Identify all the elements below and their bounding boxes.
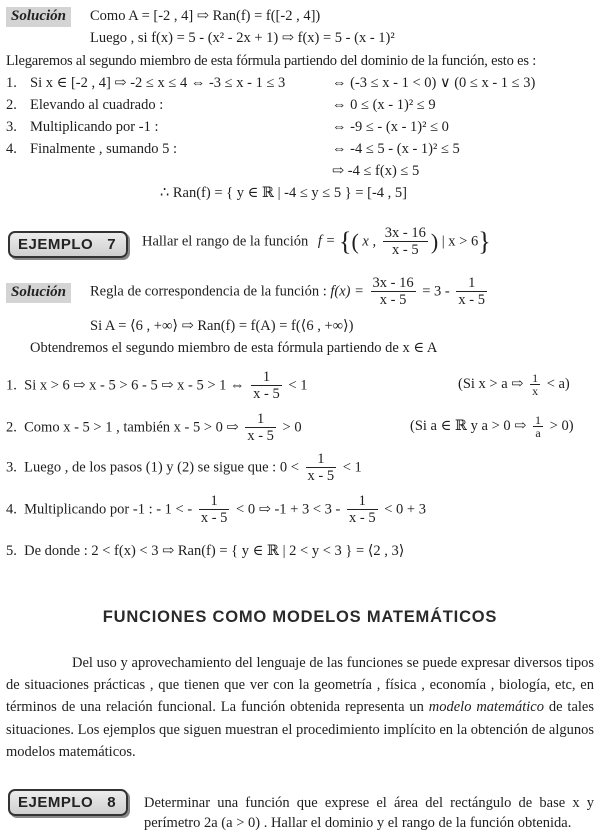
ejemplo-label: EJEMPLO bbox=[18, 794, 94, 811]
range-conclusion: ∴ Ran(f) = { y ∈ ℝ | -4 ≤ y ≤ 5 } = [-4 , 5] bbox=[160, 185, 408, 201]
f-equals: f = bbox=[317, 233, 336, 250]
step-4-number: 4. bbox=[6, 141, 17, 157]
ejemplo-7-statement bbox=[142, 226, 491, 258]
solucion-label: Solución bbox=[6, 7, 71, 27]
solution-line-2 bbox=[90, 30, 395, 47]
step-3-text: Multiplicando por -1 : bbox=[30, 119, 159, 135]
ej7-step-3: 3. Luego , de los pasos (1) y (2) se sigue que : 0 < $\frac{1}{x - 5}$ < 1 bbox=[6, 451, 362, 484]
ej7-step-4: 4. Multiplicando por -1 : - 1 < - $\frac{1}{x - 5}$ < 0 ⇨ -1 + 3 < 3 - $\frac{1}{x - 5}$ < 0 + 3 bbox=[6, 493, 426, 526]
domain-line: Si A = ⟨6 , +∞⟩ ⇨ Ran(f) = f(A) = f(⟨6 , +∞⟩) bbox=[90, 318, 354, 334]
ej7-step-1: 1. Si x > 6 ⇨ x - 5 > 6 - 5 ⇨ x - 5 > 1 ⇔ $\frac{1}{x - 5}$ < 1 bbox=[6, 369, 308, 402]
step-4-result: ⇔ -4 ≤ 5 - (x - 1)² ≤ 5 bbox=[332, 141, 460, 157]
ejemplo-label: EJEMPLO bbox=[18, 236, 94, 253]
step-1-number: 1. bbox=[6, 75, 17, 91]
step-3-number: 3. bbox=[6, 119, 17, 135]
section-title: FUNCIONES COMO MODELOS MATEMÁTICOS bbox=[102, 608, 498, 626]
step-2-number: 2. bbox=[6, 97, 17, 113]
step-3-result: ⇔ -9 ≤ - (x - 1)² ≤ 0 bbox=[332, 119, 449, 135]
step-4-text: Finalmente , sumando 5 : bbox=[30, 141, 177, 157]
function-fraction: $\frac{3x - 16}{x - 5}$ bbox=[384, 225, 426, 258]
italic-term: modelo matemático bbox=[428, 699, 544, 716]
correspondence-rule bbox=[90, 276, 490, 308]
obtain-line: Obtendremos el segundo miembro de esta fórmula partiendo de x ∈ A bbox=[30, 340, 438, 356]
fx-label: f(x) = bbox=[330, 283, 364, 300]
ej7-step-2: 2. Como x - 5 > 1 , también x - 5 > 0 ⇨ $\frac{1}{x - 5}$ > 0 bbox=[6, 411, 302, 444]
ejemplo-number: 7 bbox=[107, 236, 117, 253]
ejemplo-number: 8 bbox=[107, 794, 117, 811]
ejemplo-8-statement: Determinar una función que exprese el área del rectángulo de base x y perímetro 2a (a > 0) . Hallar el dominio y el rango de la función obtenida. bbox=[144, 795, 594, 831]
rule-fraction-1: $\frac{3x - 16}{x - 5}$ bbox=[372, 275, 414, 308]
equals-three: = 3 - bbox=[422, 283, 450, 300]
ej7-step-5: 5. De donde : 2 < f(x) < 3 ⇨ Ran(f) = { y ∈ ℝ | 2 < y < 3 } = ⟨2 , 3⟩ bbox=[6, 543, 405, 559]
ej7-step-2-note: (Si a ∈ ℝ y a > 0 ⇨ $\frac{1}{a}$ > 0) bbox=[410, 413, 574, 440]
step-1-text: Si x ∈ [-2 , 4] ⇨ -2 ≤ x ≤ 4 ⇔ -3 ≤ x - 1 ≤ 3 bbox=[30, 75, 286, 91]
statement-text: Hallar el rango de la función bbox=[142, 233, 309, 250]
step-5-result: ⇨ -4 ≤ f(x) ≤ 5 bbox=[332, 163, 420, 179]
rule-label: Regla de correspondencia de la función : bbox=[90, 283, 327, 300]
solution-line-2-prefix: Luego , si bbox=[90, 30, 152, 46]
section-paragraph: Del uso y aprovechamiento del lenguaje de las funciones se puede expresar diversos tipos de situaciones prácticas , que tienen que ver con la geometría , física , economía , biología, etc, en términos de una relación funcional. La función obtenida representa un modelo matemático de tales situaciones. Los ejemplos que siguen muestran el procedimiento implícito en la obtención de algunos modelos matemáticos. bbox=[6, 655, 594, 760]
solution-line-1: Como A = [-2 , 4] ⇨ Ran(f) = f([-2 , 4]) bbox=[90, 8, 321, 24]
rule-fraction-2: $\frac{1}{x - 5}$ bbox=[458, 275, 485, 308]
open-brace: { bbox=[338, 227, 352, 256]
ejemplo-7-badge bbox=[8, 231, 128, 258]
step-2-result: ⇔ 0 ≤ (x - 1)² ≤ 9 bbox=[332, 97, 436, 113]
solution-line-2-formula: f(x) = 5 - (x² - 2x + 1) ⇨ f(x) = 5 - (x - 1)² bbox=[151, 30, 395, 46]
close-paren: ) bbox=[430, 229, 439, 254]
open-paren: ( bbox=[351, 229, 359, 254]
close-brace: } bbox=[478, 227, 491, 256]
step-2-text: Elevando al cuadrado : bbox=[30, 97, 164, 113]
solucion-label-2: Solución bbox=[6, 283, 71, 303]
ej7-step-1-note: (Si x > a ⇨ $\frac{1}{x}$ < a) bbox=[458, 371, 570, 398]
intro-text: Llegaremos al segundo miembro de esta fórmula partiendo del dominio de la función, esto es : bbox=[6, 53, 537, 69]
x-comma: x , bbox=[362, 233, 377, 250]
condition: | x > 6 bbox=[441, 233, 479, 250]
ejemplo-8-badge bbox=[8, 789, 128, 816]
step-1-result: ⇔ (-3 ≤ x - 1 < 0) ∨ (0 ≤ x - 1 ≤ 3) bbox=[332, 75, 536, 91]
